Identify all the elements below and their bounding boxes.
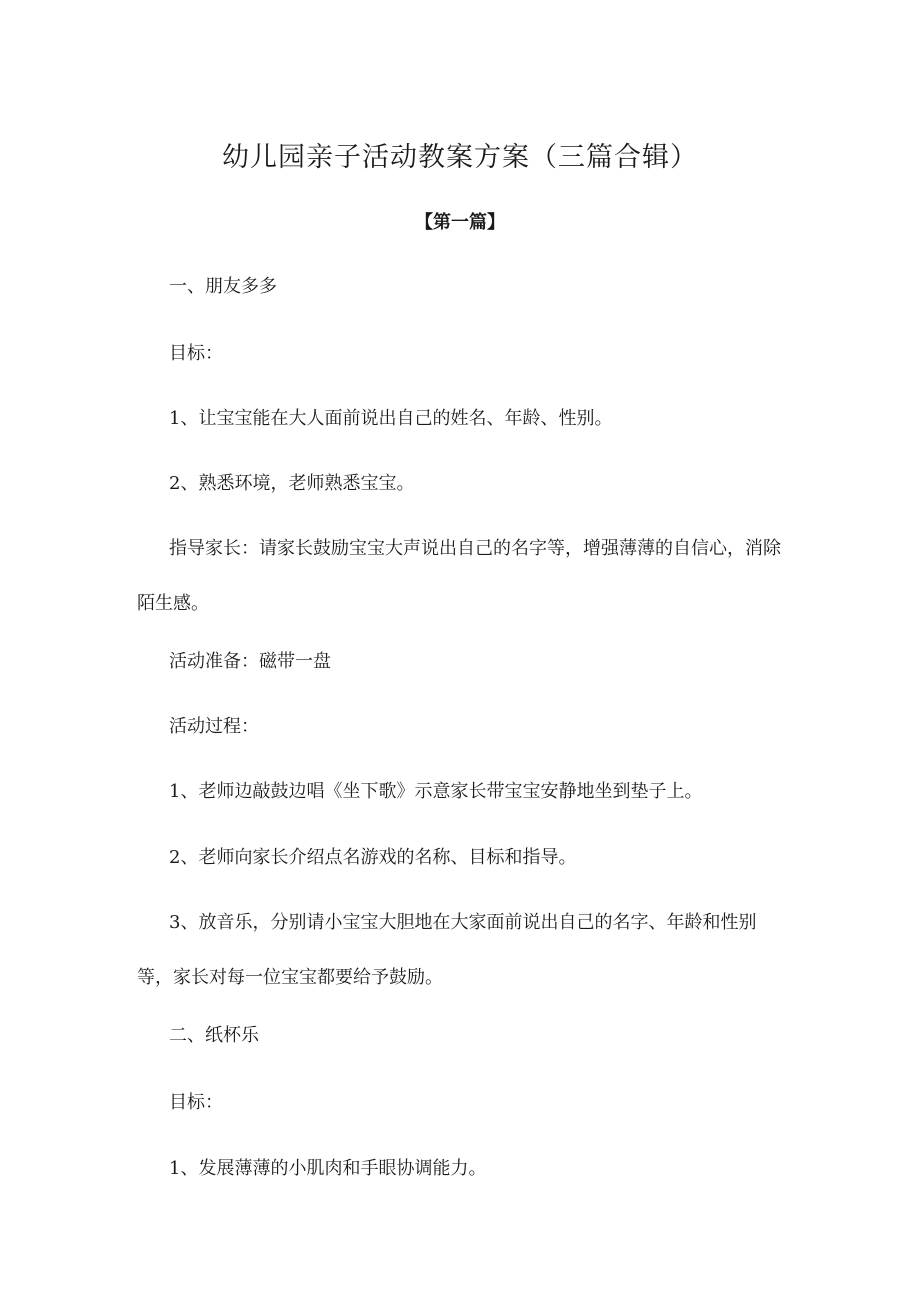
goal-label-2: 目标：	[169, 1092, 223, 1113]
process-step-3: 3、放音乐，分别请小宝宝大胆地在大家面前说出自己的名字、年龄和性别等，家长对每一位宝宝都要给予鼓励。	[137, 912, 757, 988]
parent-guidance: 指导家长：请家长鼓励宝宝大声说出自己的名字等，增强薄薄的自信心，消除陌生感。	[137, 538, 781, 614]
goal-item-2: 2、熟悉环境，老师熟悉宝宝。	[169, 473, 415, 494]
goal-item-1-section-2: 1、发展薄薄的小肌肉和手眼协调能力。	[169, 1158, 487, 1179]
section-heading-friends: 一、朋友多多	[169, 276, 277, 297]
activity-preparation: 活动准备：磁带一盘	[169, 651, 331, 672]
activity-process-label: 活动过程：	[169, 716, 259, 737]
section-heading-paper-cup: 二、纸杯乐	[169, 1025, 259, 1046]
process-step-2: 2、老师向家长介绍点名游戏的名称、目标和指导。	[169, 847, 577, 868]
part-heading: 【第一篇】	[415, 212, 505, 233]
goal-label: 目标：	[169, 343, 223, 364]
process-step-1: 1、老师边敲鼓边唱《坐下歌》示意家长带宝宝安静地坐到垫子上。	[169, 781, 703, 802]
goal-item-1: 1、让宝宝能在大人面前说出自己的姓名、年龄、性别。	[169, 408, 613, 429]
document-title: 幼儿园亲子活动教案方案（三篇合辑）	[222, 142, 698, 173]
